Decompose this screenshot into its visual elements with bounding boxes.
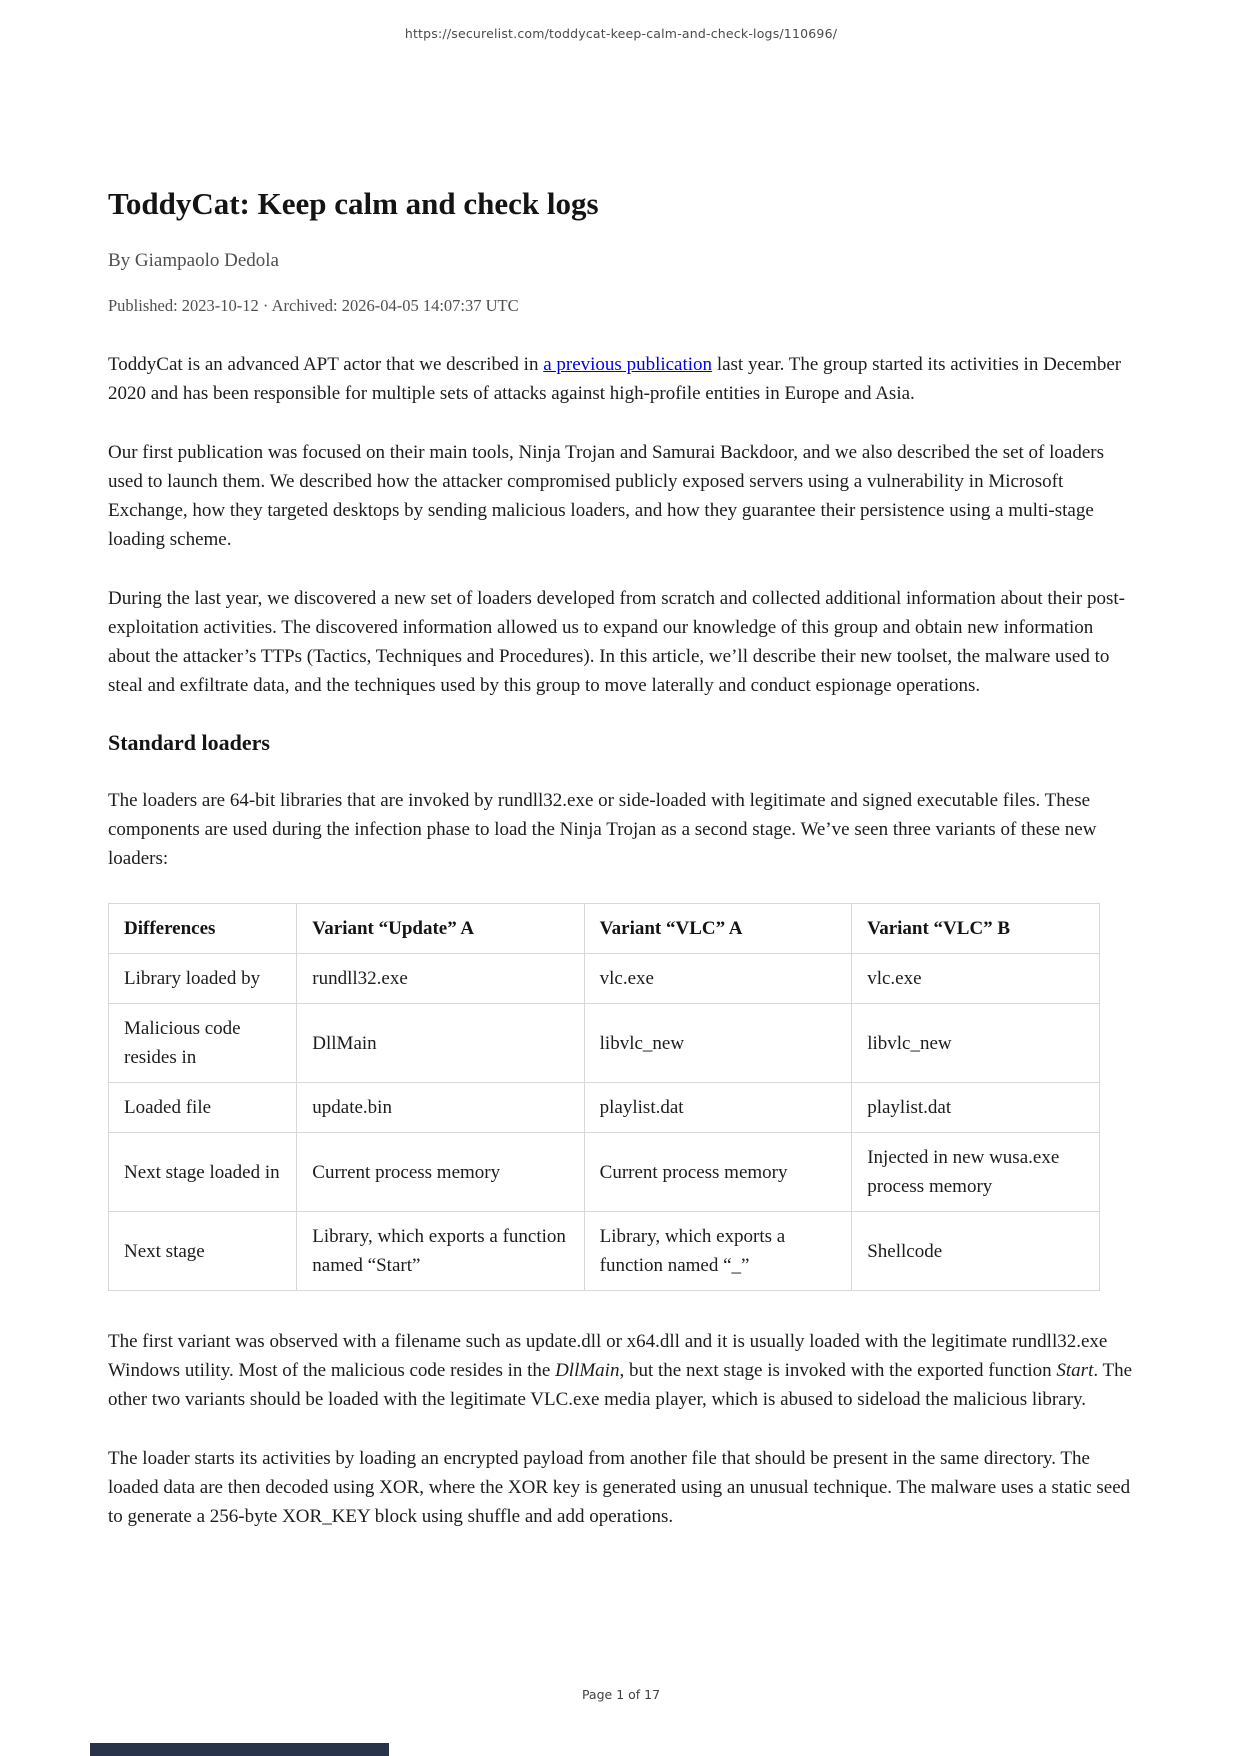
section-heading-standard-loaders: Standard loaders xyxy=(108,730,270,756)
table-cell: Injected in new wusa.exe process memory xyxy=(852,1133,1100,1212)
p5-segment: , but the next stage is invoked with the exported function xyxy=(619,1360,1057,1382)
table-cell: Shellcode xyxy=(852,1212,1100,1291)
table-row xyxy=(109,954,1100,1004)
table-cell: update.bin xyxy=(297,1083,584,1133)
table-cell: playlist.dat xyxy=(852,1083,1100,1133)
table-header-row xyxy=(109,904,1100,954)
table-cell: Next stage xyxy=(109,1212,297,1291)
table-cell: Loaded file xyxy=(109,1083,297,1133)
table-cell: vlc.exe xyxy=(584,954,852,1004)
table-cell: vlc.exe xyxy=(852,954,1100,1004)
page-number: Page 1 of 17 xyxy=(581,1687,661,1702)
intro-text-before-link: ToddyCat is an advanced APT actor that we described in xyxy=(108,354,544,376)
print-header-url: https://securelist.com/toddycat-keep-calm-and-check-logs/110696/ xyxy=(404,26,838,41)
intro-text-after-link: last year. The group started its activities in December 2020 and has been responsible for multiple sets of attacks against high-profile entities in Europe and Asia. xyxy=(108,354,1122,405)
article-title: ToddyCat: Keep calm and check logs xyxy=(108,186,599,221)
table-cell: Current process memory xyxy=(297,1133,584,1212)
table-cell: playlist.dat xyxy=(584,1083,852,1133)
article-content xyxy=(108,0,1135,1561)
table-cell: Library loaded by xyxy=(109,954,297,1004)
table-row xyxy=(109,1083,1100,1133)
table-row xyxy=(109,1004,1100,1083)
table-header-cell: Variant “VLC” A xyxy=(584,904,852,954)
paragraph-last-year: During the last year, we discovered a new set of loaders developed from scratch and collected additional information about their post-exploitation activities. The discovered information allowed us to expand our knowledge of this group and obtain new information about the attacker’s TTPs (Tactics, Techniques and Procedures). In this article, we’ll describe their new toolset, the malware used to steal and exfiltrate data, and the techniques used by this group to move laterally and conduct espionage operations. xyxy=(108,588,1125,697)
table-header-cell: Variant “Update” A xyxy=(297,904,584,954)
table-cell: Library, which exports a function named “Start” xyxy=(297,1212,584,1291)
dllmain-italic: DllMain xyxy=(555,1360,620,1382)
publish-date: Published: 2023-10-12 · Archived: 2026-04-05 14:07:37 UTC xyxy=(108,296,519,316)
paragraph-first-variant xyxy=(108,1327,1135,1414)
article-byline: By Giampaolo Dedola xyxy=(108,250,279,272)
paragraph-loaders-overview: The loaders are 64-bit libraries that are invoked by rundll32.exe or side-loaded with legitimate and signed executable files. These components are used during the infection phase to load the Ninja Trojan as a second stage. We’ve seen three variants of these new loaders: xyxy=(108,790,1097,870)
p5-segment: The first variant was observed with a filename such as update.dll or x64.dll and it is usually loaded with the legitimate rundll32.exe Windows utility. Most of the malicious code resides in the xyxy=(108,1331,1108,1382)
p5-segment: . The other two variants should be loaded with the legitimate VLC.exe media player, which is abused to sideload the malicious library. xyxy=(108,1360,1133,1411)
table-header-cell: Variant “VLC” B xyxy=(852,904,1100,954)
start-italic: Start xyxy=(1056,1360,1094,1382)
table-cell: Current process memory xyxy=(584,1133,852,1212)
previous-publication-link[interactable]: a previous publication xyxy=(543,354,713,376)
truncated-code-block xyxy=(90,1743,389,1756)
paragraph-loader-xor: The loader starts its activities by loading an encrypted payload from another file that should be present in the same directory. The loaded data are then decoded using XOR, where the XOR key is generated using an unusual technique. The malware uses a static seed to generate a 256-byte XOR_KEY block using shuffle and add operations. xyxy=(108,1448,1131,1528)
table-cell: libvlc_new xyxy=(584,1004,852,1083)
paragraph-first-publication: Our first publication was focused on their main tools, Ninja Trojan and Samurai Backdoor, and we also described the set of loaders used to launch them. We described how the attacker compromised publicly exposed servers using a vulnerability in Microsoft Exchange, how they targeted desktops by sending malicious loaders, and how they guarantee their persistence using a multi-stage loading scheme. xyxy=(108,442,1104,551)
table-row xyxy=(109,1212,1100,1291)
table-row xyxy=(109,1133,1100,1212)
table-cell: rundll32.exe xyxy=(297,954,584,1004)
loader-variants-table xyxy=(108,903,1100,1291)
table-cell: libvlc_new xyxy=(852,1004,1100,1083)
paragraph-intro xyxy=(108,350,1135,408)
table-cell: Library, which exports a function named “_” xyxy=(584,1212,852,1291)
table-header-cell: Differences xyxy=(109,904,297,954)
table-cell: Malicious code resides in xyxy=(109,1004,297,1083)
table-cell: DllMain xyxy=(297,1004,584,1083)
table-cell: Next stage loaded in xyxy=(109,1133,297,1212)
